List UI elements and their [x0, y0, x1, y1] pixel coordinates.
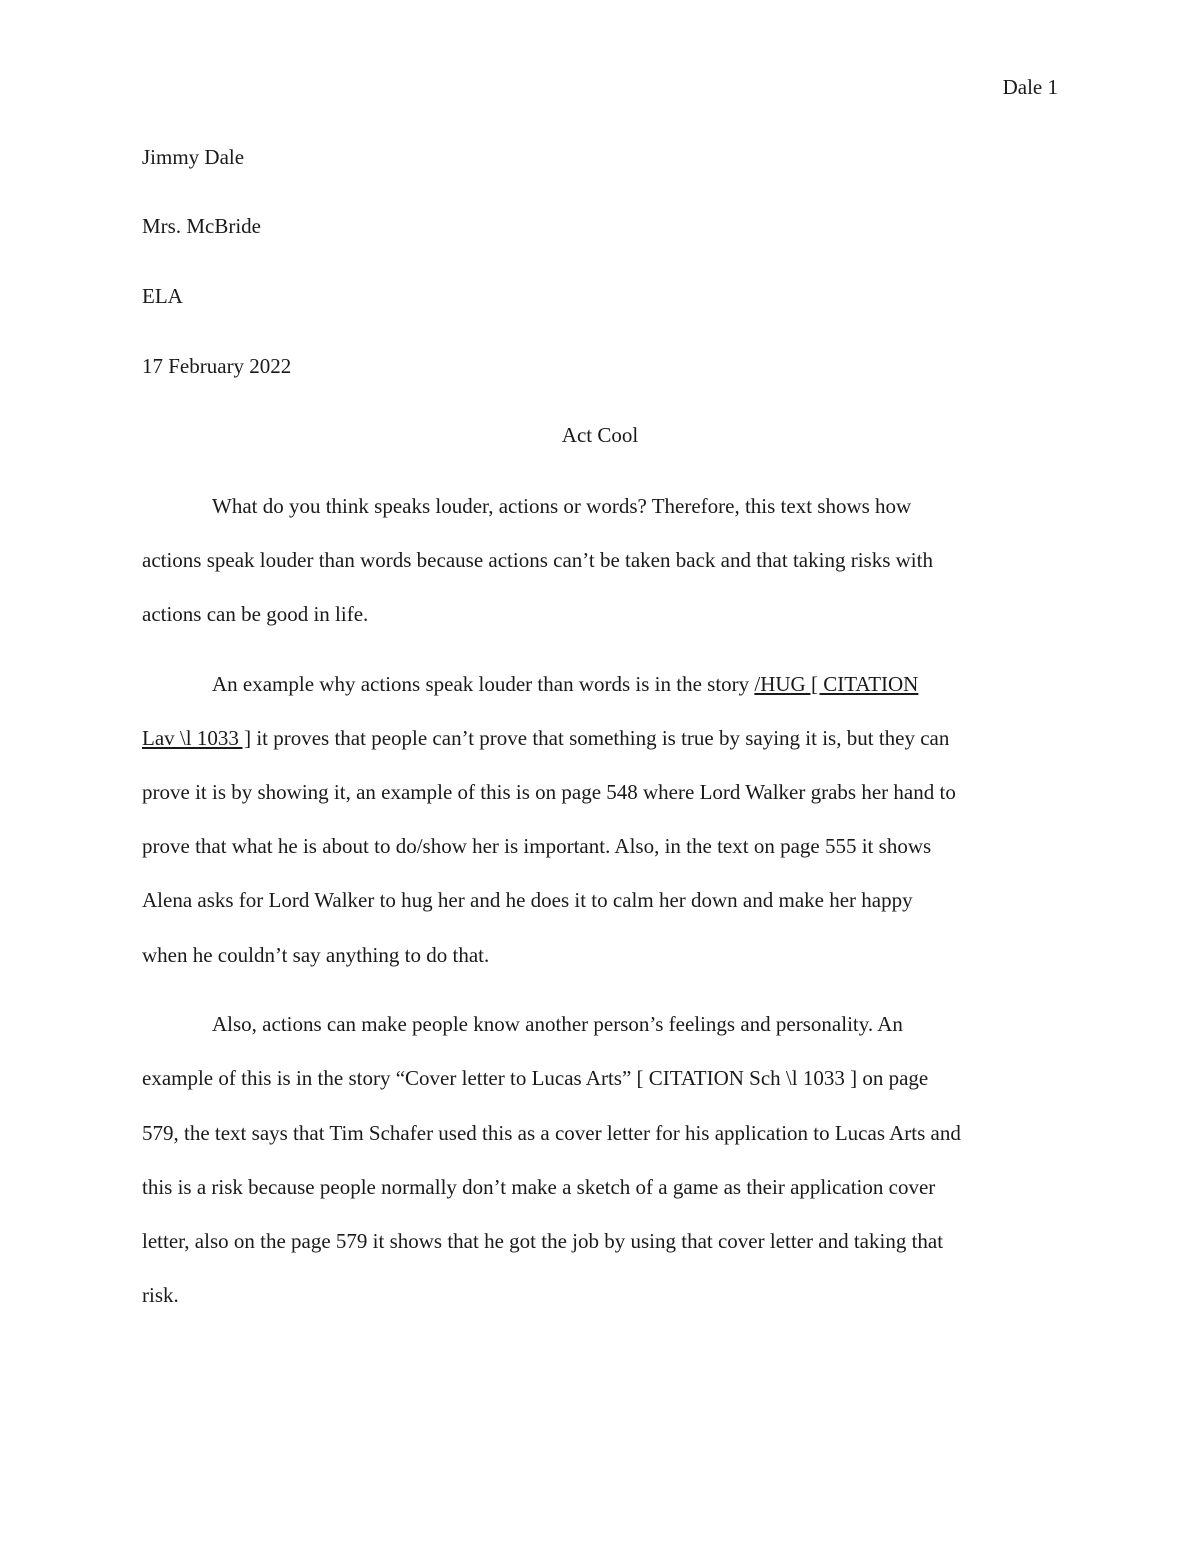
teacher-name: Mrs. McBride — [142, 214, 261, 238]
essay-title: Act Cool — [561, 423, 639, 447]
citation-field-link[interactable]: /HUG [ CITATION — [754, 672, 919, 696]
paragraph-line: example of this is in the story “Cover letter to Lucas Arts” [ CITATION Sch \l 1033 ] on page — [142, 1066, 929, 1090]
paragraph-text: it proves that people can’t prove that something is true by saying it is, but they can — [251, 726, 950, 750]
paragraph-line: letter, also on the page 579 it shows that he got the job by using that cover letter and taking that — [142, 1229, 944, 1253]
paragraph-line: prove it is by showing it, an example of this is on page 548 where Lord Walker grabs her hand to — [142, 780, 956, 804]
paragraph-line: this is a risk because people normally don’t make a sketch of a game as their application cover — [142, 1175, 936, 1199]
paragraph-line: actions speak louder than words because actions can’t be taken back and that taking risks with — [142, 548, 933, 572]
paragraph-text: An example why actions speak louder than words is in the story — [212, 672, 755, 696]
paragraph-line — [142, 725, 949, 751]
paragraph-line: actions can be good in life. — [142, 602, 369, 626]
course-name: ELA — [142, 284, 183, 308]
paragraph-line: prove that what he is about to do/show her is important. Also, in the text on page 555 it shows — [142, 834, 932, 858]
document-date: 17 February 2022 — [142, 354, 292, 378]
page-header-number: Dale 1 — [1002, 75, 1058, 99]
paragraph-line: Alena asks for Lord Walker to hug her and he does it to calm her down and make her happy — [142, 888, 913, 912]
citation-field-link[interactable]: Lav \l 1033 ] — [142, 726, 252, 750]
student-name: Jimmy Dale — [142, 145, 245, 169]
paragraph-line: risk. — [142, 1283, 179, 1307]
paragraph-line: What do you think speaks louder, actions or words? Therefore, this text shows how — [212, 494, 912, 518]
paragraph-line — [212, 671, 918, 697]
paragraph-line: 579, the text says that Tim Schafer used this as a cover letter for his application to Lucas Arts and — [142, 1121, 961, 1145]
paragraph-line: Also, actions can make people know another person’s feelings and personality. An — [212, 1012, 903, 1036]
paragraph-line: when he couldn’t say anything to do that. — [142, 943, 490, 967]
